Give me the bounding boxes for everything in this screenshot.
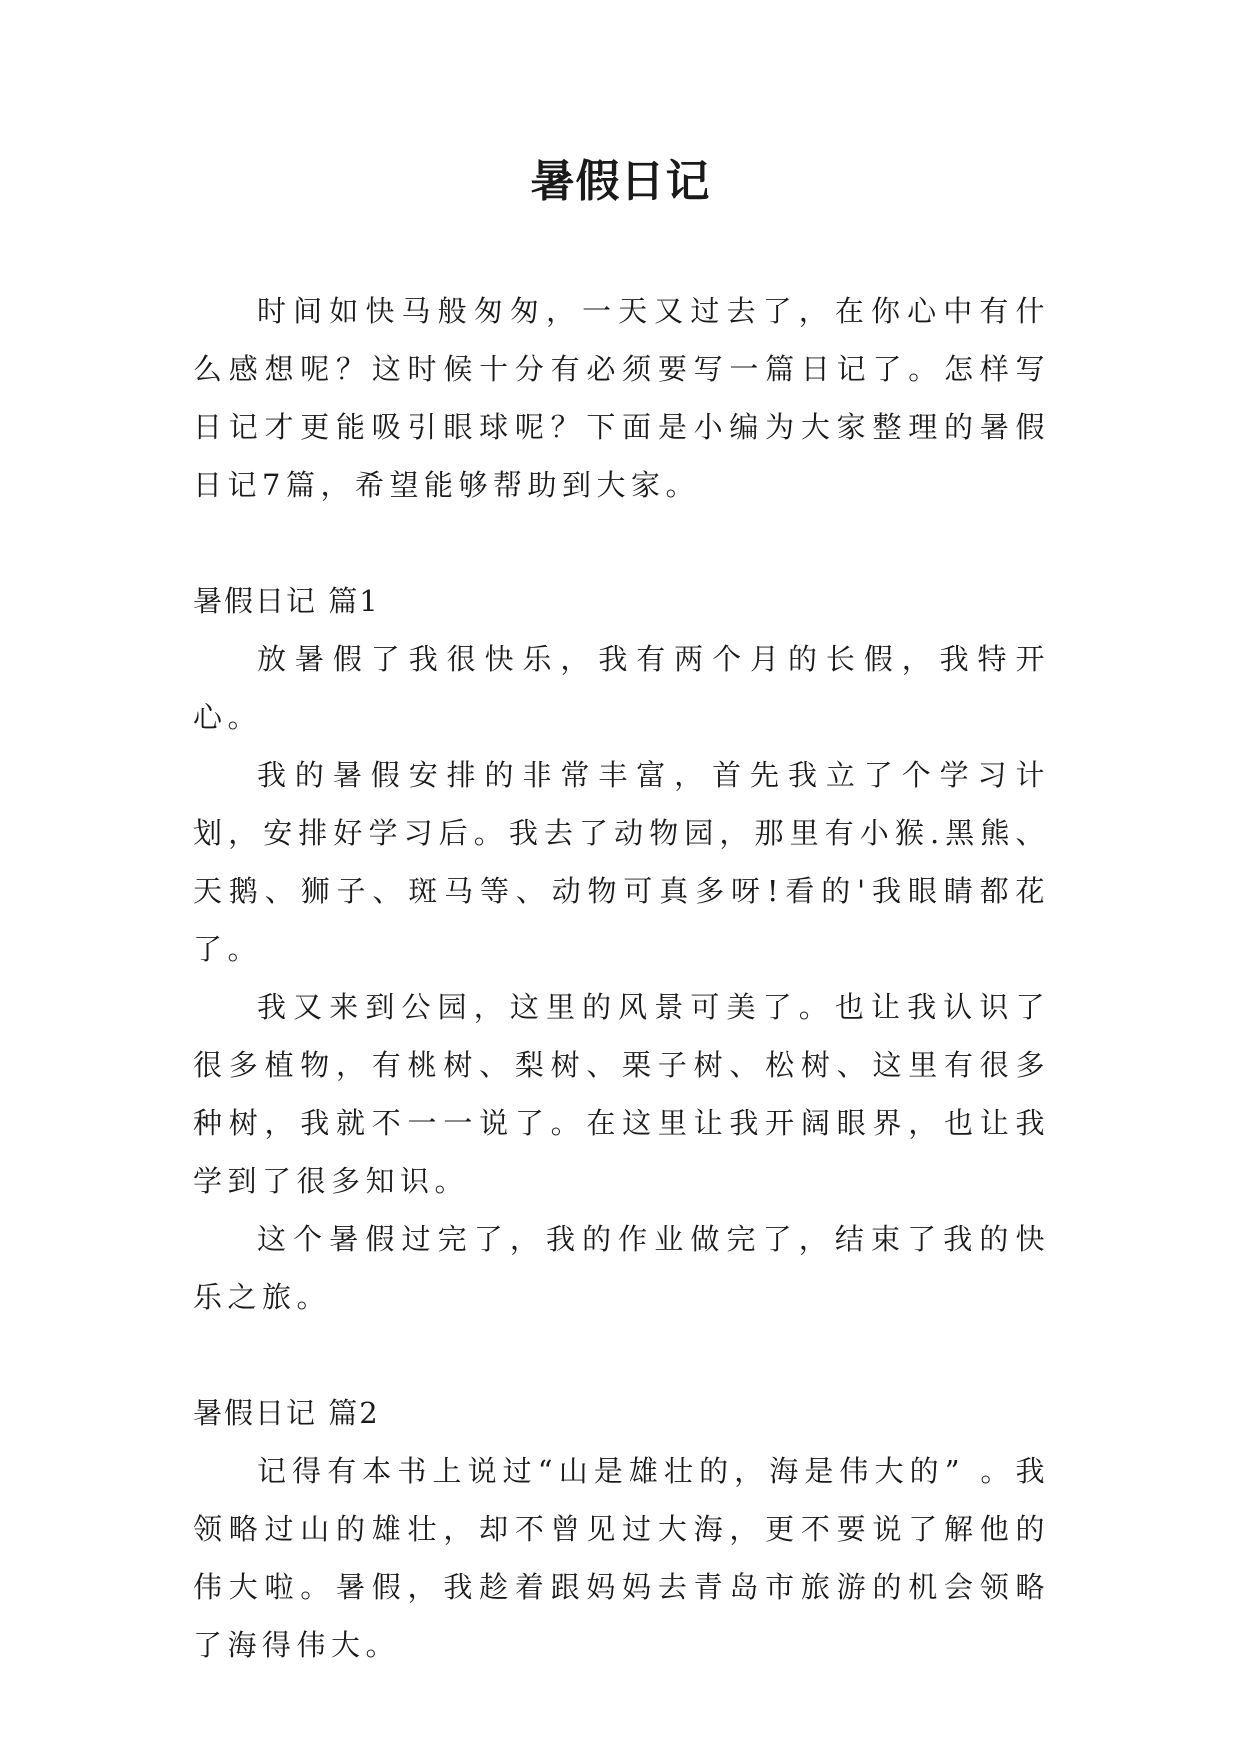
diary-section-1 [193,572,1050,1326]
document-body [193,282,1050,1674]
section-paragraph: 我的暑假安排的非常丰富，首先我立了个学习计划，安排好学习后。我去了动物园，那里有小猴.黑熊、天鹅、狮子、斑马等、动物可真多呀!看的'我眼睛都花了。 [193,758,1050,966]
section-heading: 暑假日记 篇2 [193,1396,380,1430]
diary-section-2 [193,1384,1050,1674]
section-spacer [193,514,1050,572]
intro-paragraph: 时间如快马般匆匆，一天又过去了，在你心中有什么感想呢？这时候十分有必须要写一篇日记了。怎样写日记才更能吸引眼球呢？下面是小编为大家整理的暑假日记7篇，希望能够帮助到大家。 [193,294,1050,502]
section-paragraph: 我又来到公园，这里的风景可美了。也让我认识了很多植物，有桃树、梨树、栗子树、松树、这里有很多种树，我就不一一说了。在这里让我开阔眼界，也让我学到了很多知识。 [193,990,1050,1198]
section-paragraph: 这个暑假过完了，我的作业做完了，结束了我的快乐之旅。 [193,1222,1050,1314]
section-paragraph: 放暑假了我很快乐，我有两个月的长假，我特开心。 [193,642,1050,734]
section-paragraph: 记得有本书上说过“山是雄壮的，海是伟大的” 。我领略过山的雄壮，却不曾见过大海，更不要说了解他的伟大啦。暑假，我趁着跟妈妈去青岛市旅游的机会领略了海得伟大。 [193,1454,1050,1662]
section-heading: 暑假日记 篇1 [193,584,380,618]
section-spacer [193,1326,1050,1384]
document-title: 暑假日记 [530,156,711,207]
